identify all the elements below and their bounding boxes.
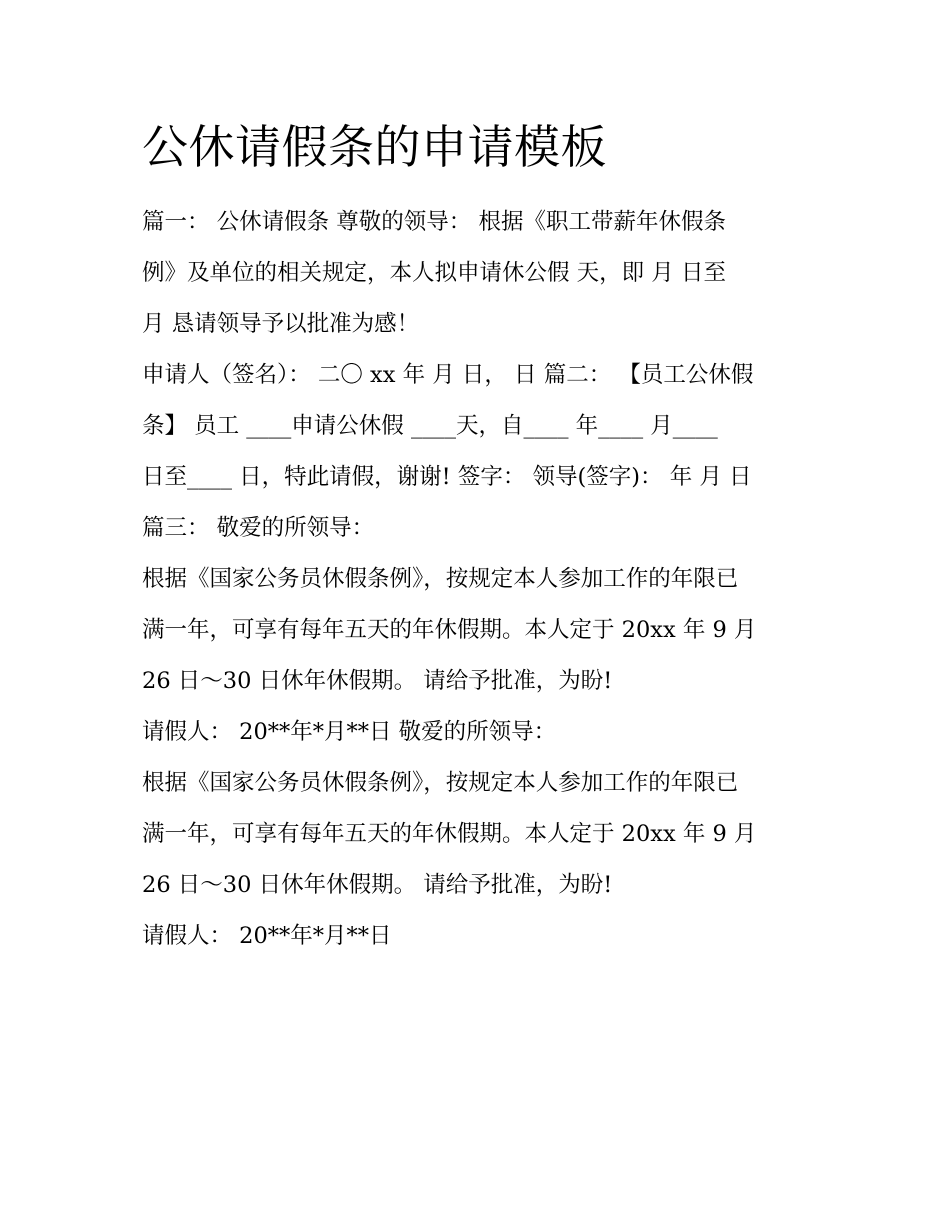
body-line-4: 申请人（签名）： 二〇 xx 年 月 日， 日 篇二： 【员工公休假: [142, 362, 754, 388]
body-line-7: 篇三： 敬爱的所领导：: [142, 515, 375, 541]
body-line-9: 满一年，可享有每年五天的年休假期。本人定于 20xx 年 9 月: [142, 617, 757, 643]
body-line-8: 根据《国家公务员休假条例》，按规定本人参加工作的年限已: [142, 566, 739, 592]
body-line-11: 请假人： 20**年*月**日 敬爱的所领导：: [142, 719, 557, 745]
body-line-6: 日至____ 日，特此请假，谢谢! 签字： 领导(签字)： 年 月 日: [142, 464, 752, 490]
body-line-15: 请假人： 20**年*月**日: [142, 923, 392, 949]
body-line-12: 根据《国家公务员休假条例》，按规定本人参加工作的年限已: [142, 770, 739, 796]
body-line-2: 例》及单位的相关规定，本人拟申请休公假 天，即 月 日至: [142, 260, 726, 286]
body-line-10: 26 日～30 日休年休假期。 请给予批准，为盼!: [142, 668, 613, 694]
body-line-13: 满一年，可享有每年五天的年休假期。本人定于 20xx 年 9 月: [142, 821, 757, 847]
body-line-5: 条】 员工 ____申请公休假 ____天，自____ 年____ 月____: [142, 413, 718, 439]
body-line-1: 篇一： 公休请假条 尊敬的领导： 根据《职工带薪年休假条: [142, 209, 726, 235]
body-line-14: 26 日～30 日休年休假期。 请给予批准，为盼!: [142, 872, 613, 898]
body-line-3: 月 恳请领导予以批准为感！: [142, 311, 420, 337]
document-title: 公休请假条的申请模板: [142, 120, 607, 174]
